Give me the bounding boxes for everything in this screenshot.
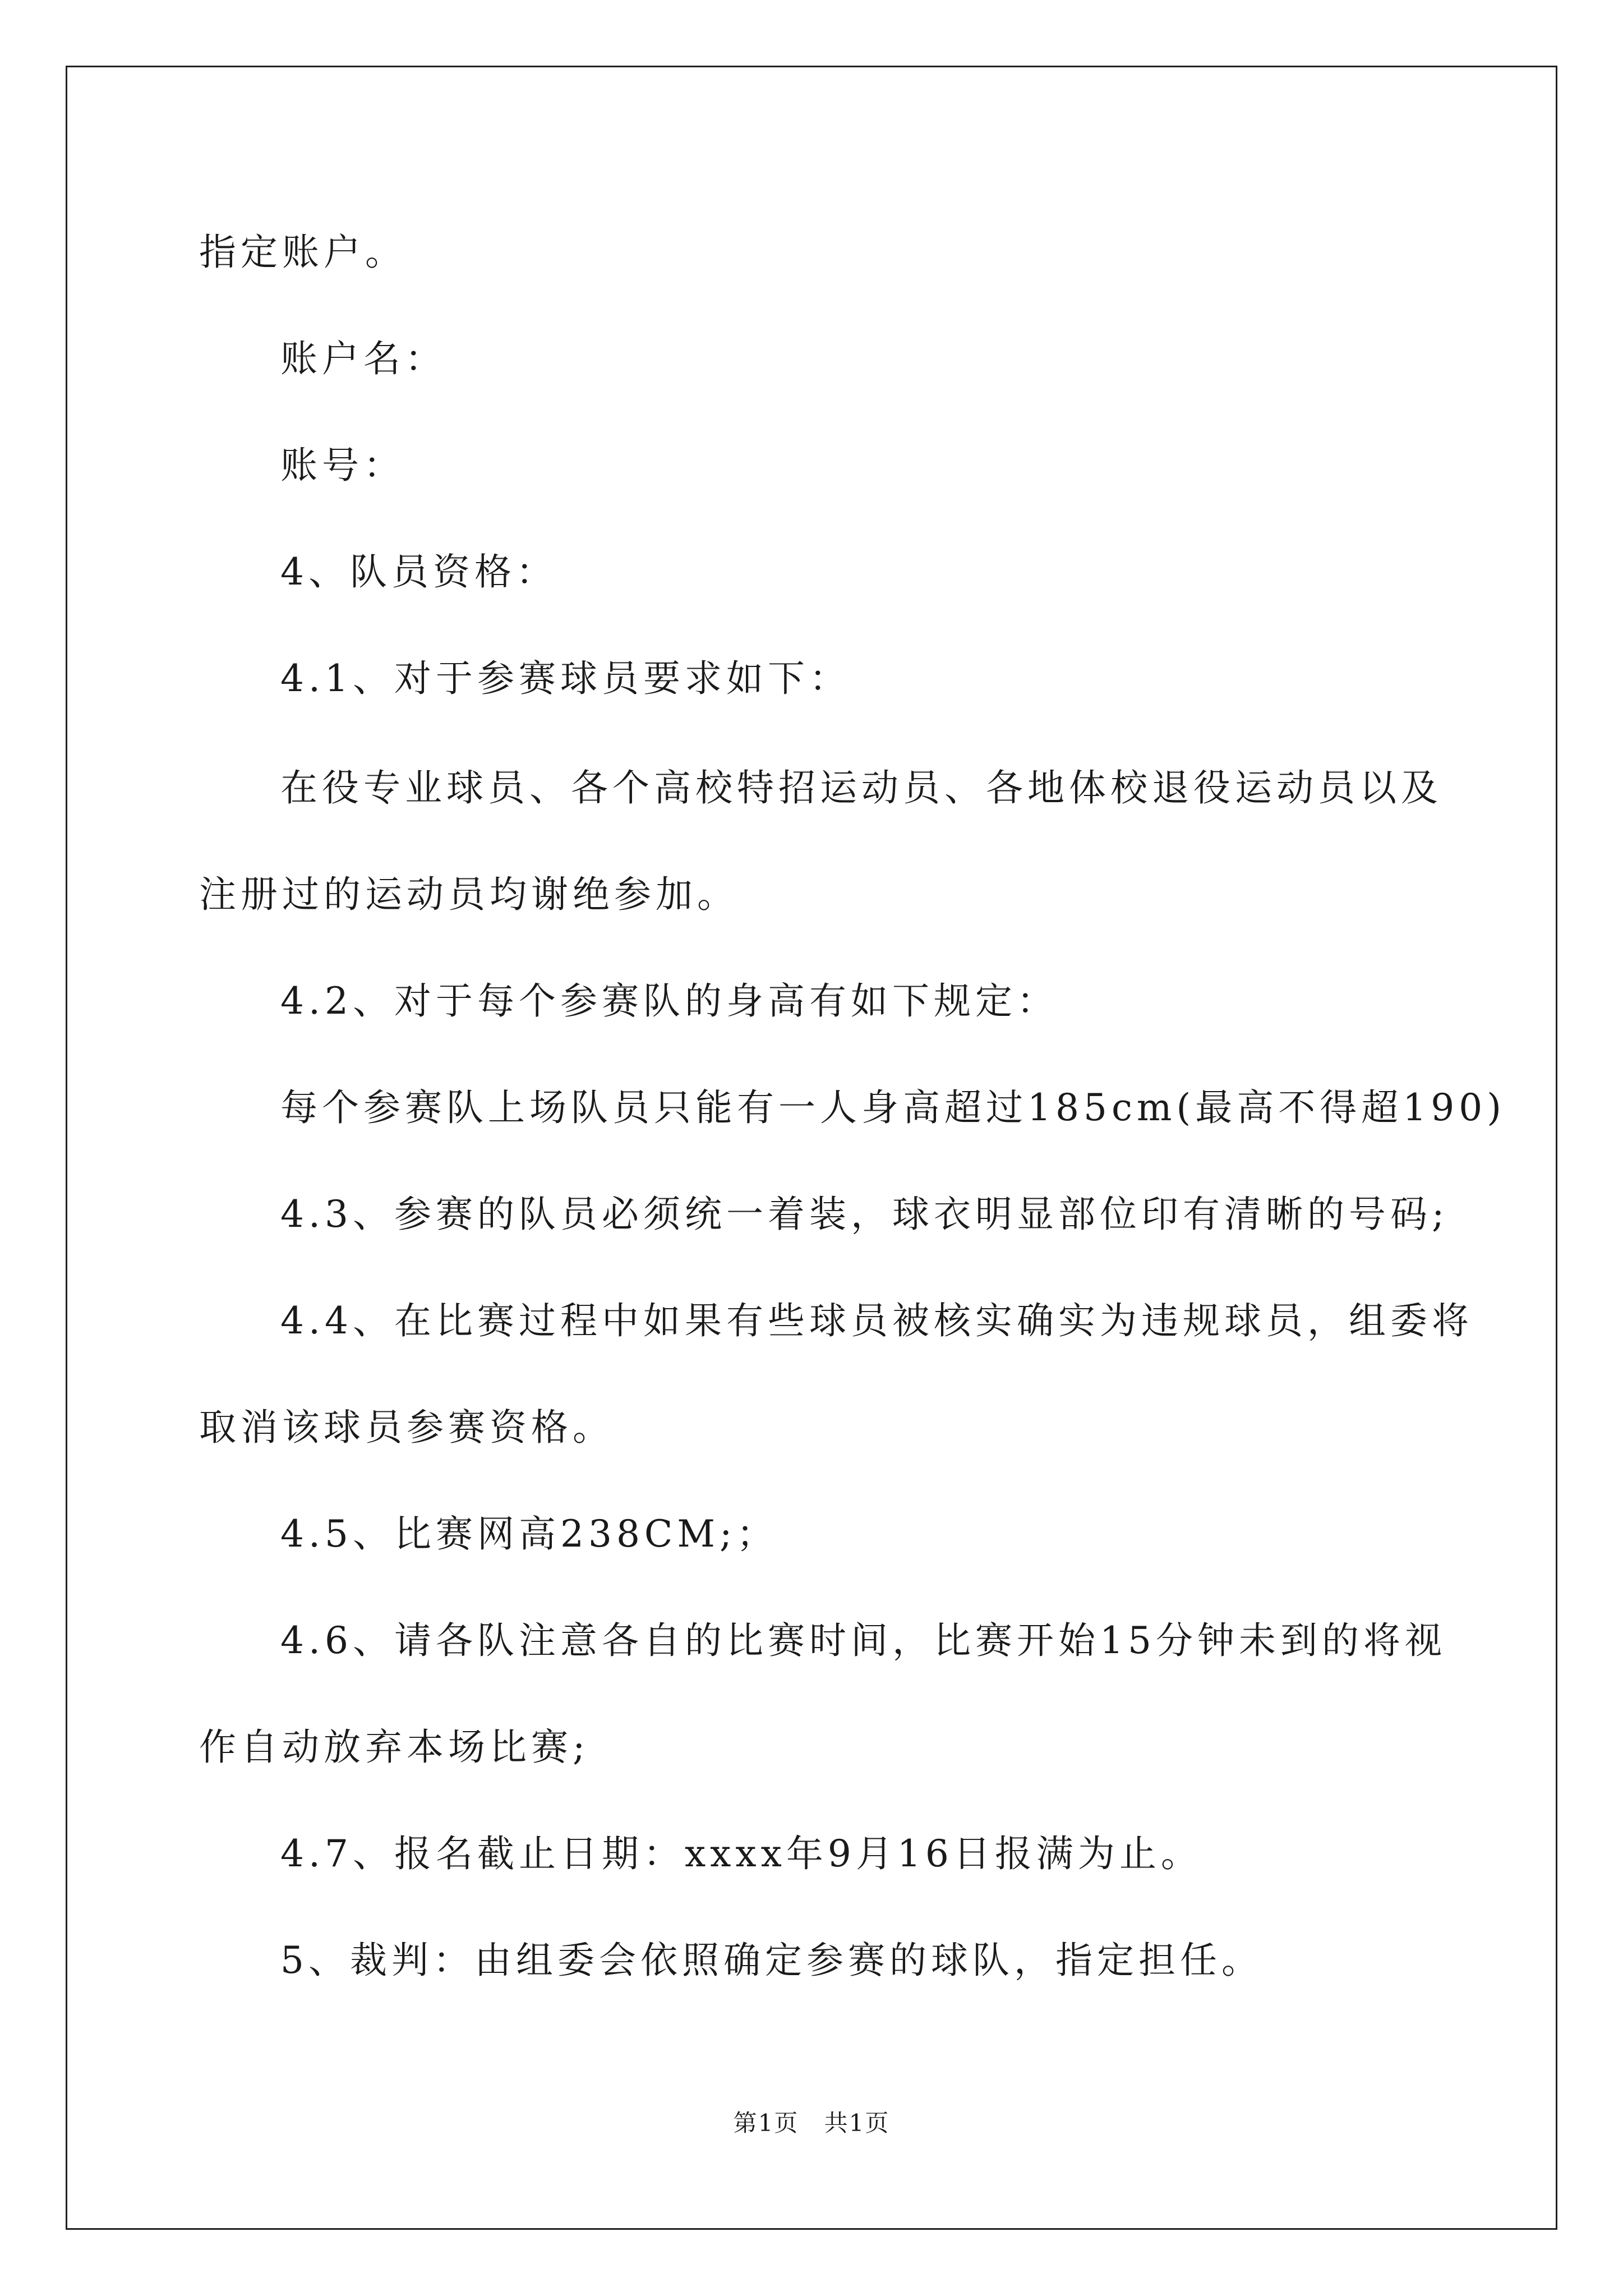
text-line-4-2: 4.2、对于每个参赛队的身高有如下规定：	[280, 979, 1058, 1023]
text-line-4-4-b: 取消该球员参赛资格。	[199, 1406, 614, 1449]
text-line-4-1-body-b: 注册过的运动员均谢绝参加。	[199, 873, 739, 916]
text-line-4-1-body-a: 在役专业球员、各个高校特招运动员、各地体校退役运动员以及	[280, 766, 1442, 809]
page-footer: 第1页 共1页	[733, 2109, 890, 2137]
text-line-account-name: 账户名：	[280, 337, 446, 380]
text-line-4-5: 4.5、比赛网高238CM;；	[280, 1512, 778, 1556]
text-line-4-2-body: 每个参赛队上场队员只能有一人身高超过185cm(最高不得超190)	[280, 1086, 1506, 1129]
text-line-5: 5、裁判：由组委会依照确定参赛的球队，指定担任。	[280, 1939, 1263, 1982]
text-line-1: 指定账户。	[199, 231, 407, 274]
text-line-4-1: 4.1、对于参赛球员要求如下：	[280, 657, 851, 700]
text-line-4-4-a: 4.4、在比赛过程中如果有些球员被核实确实为违规球员，组委将	[280, 1299, 1473, 1342]
text-line-4-7: 4.7、报名截止日期：xxxx年9月16日报满为止。	[280, 1832, 1202, 1875]
text-line-4-3: 4.3、参赛的队员必须统一着装，球衣明显部位印有清晰的号码;	[280, 1193, 1449, 1236]
heading-player-qualification: 4、队员资格：	[280, 550, 557, 593]
text-line-4-6-b: 作自动放弃本场比赛;	[199, 1726, 590, 1769]
text-line-account-number: 账号：	[280, 444, 405, 487]
text-line-4-6-a: 4.6、请各队注意各自的比赛时间，比赛开始15分钟未到的将视	[280, 1619, 1446, 1662]
page-border	[66, 66, 1557, 2230]
